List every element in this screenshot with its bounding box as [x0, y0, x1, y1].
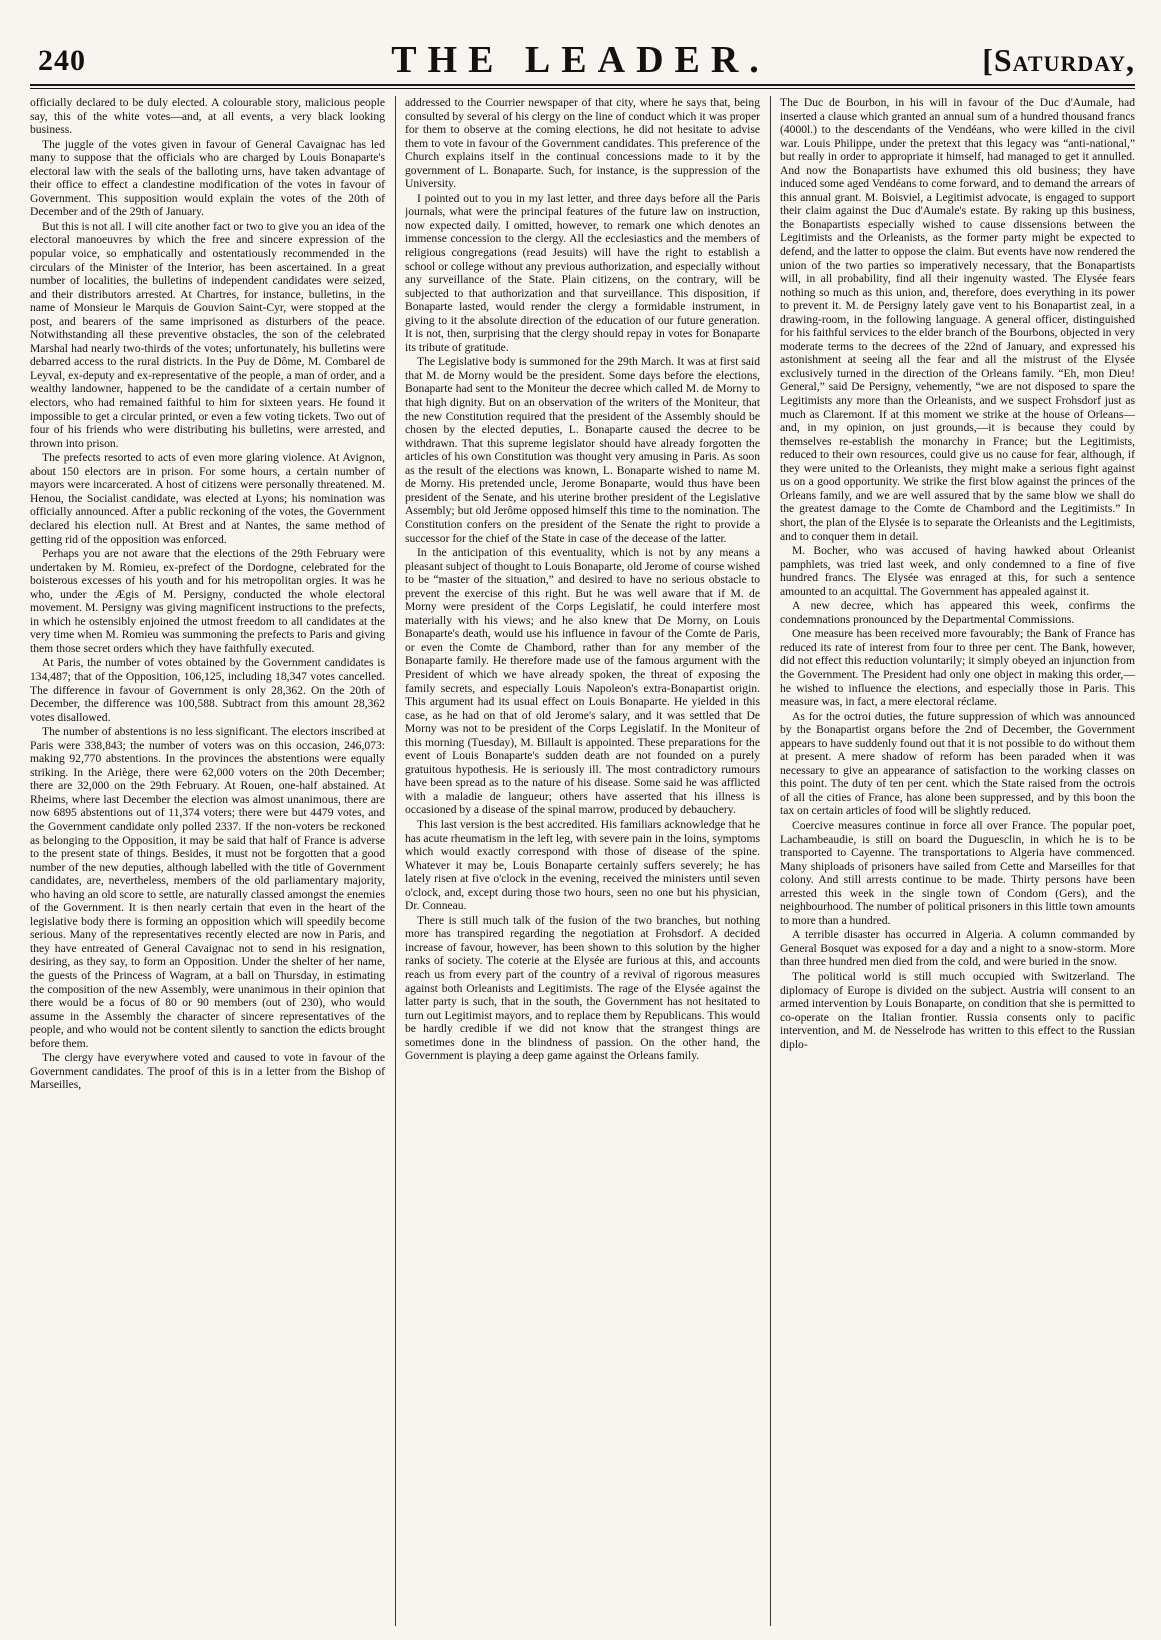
paragraph: But this is not all. I will cite another fact or two to give you an idea of the electoral manoeuvres by which the free and sincere expression of the popular voice, so emphatically and ostentatiously recommended in the circulars of the Minister of the Interior, has been ascertained. In a great number of localities, the bulletins of independent candidates were seized, and their distributors arrested. At Chartres, for instance, bulletins, in the name of Monsieur le Marquis de Gouvion Saint-Cyr, were stopped at the post, and bearers of the same imprisoned as disturbers of the peace. Notwithstanding all these preventive obstacles, the son of the celebrated Marshal had nearly two-thirds of the votes; unfortunately, his bulletins were debarred access to the rural districts. In the Puy de Dôme, M. Combarel de Leyval, ex-deputy and ex-representative of the people, a man of order, and a wealthy landowner, happened to be the candidate of a certain number of electors, who had remained faithful to him for sixteen years. He found it impossible to get a circular printed, or even a few voting tickets. Two out of four of his friends who were distributing his bulletins, were arrested, and thrown into prison.	[30, 219, 385, 450]
paragraph: A terrible disaster has occurred in Algeria. A column commanded by General Bosquet was exposed for a day and a night to a snow-storm. More than three hundred men died from the cold, and were buried in the snow.	[780, 928, 1135, 969]
paragraph: Coercive measures continue in force all over France. The popular poet, Lachambeaudie, is still on board the Duguesclin, in which he is to be transported to Cayenne. The transportations to Algeria have commenced. Many shiploads of prisoners have sailed from Cette and Marseilles for that colony. And still arrests continue to be made. Thirty persons have been arrested this week in the single town of Condom (Gers), and the neighbourhood. The number of political prisoners in this little town amounts to more than a hundred.	[780, 818, 1135, 927]
paragraph: The Duc de Bourbon, in his will in favour of the Duc d'Aumale, had inserted a clause which granted an annual sum of a hundred thousand francs (4000l.) to the descendants of the Vendéans, who were killed in the civil war. Louis Philippe, under the pretext that this legacy was “anti-national,” but really in order to appropriate it himself, had managed to get it annulled. And now the Bonapartists have exhumed this old business; they have induced some aged Vendéans to come forward, and to demand the arrears of this annual grant. M. Boisviel, a Legitimist advocate, is engaged to support their claim against the Duc d'Aumale's estate. By raking up this business, the Bonapartists especially wished to cause dissensions between the Legitimists and the Orleanists, as the former party might be expected to defend, and the latter to oppose the claim. But events have now rendered the union of the two parties so imperatively necessary, that the Bonapartists will, in all probability, find all their ingenuity wasted. The Elysée fears nothing so much as this union, and, therefore, does everything in its power to prevent it. M. de Persigny lately gave vent to his Bonapartist zeal, in a drawing-room, in the following language. A general officer, distinguished for his faithful services to the elder branch of the Bourbons, objected in very moderate terms to the decrees of the 22nd of January, and expressed his astonishment at seeing all the fear and all the mistrust of the Elysée exclusively turned in the direction of the Orleans family. “Eh, mon Dieu! General,” said De Persigny, vehemently, “we are not disposed to spare the Legitimists any more than the Orleanists, and we suspect Frohsdorf just as much as Claremont. If at this moment we strike at the house of Orleans—and, in my opinion, on just grounds,—it is because they could by themselves re-establish the monarchy in France; but the Legitimists, reduced to their own resources, could give us no cause for fear, although, if they were united to the Orleanists, they might make a serious fight against us on a good opportunity. We strike the first blow against the princes of the Orleans family, and we are well assured that by the same blow we shall do the greatest damage to the Comte de Chambord and the Legitimists.” In short, the plan of the Elysée is to separate the Orleanists and the Legitimists, and to conquer them in detail.	[780, 96, 1135, 543]
paragraph: At Paris, the number of votes obtained by the Government candidates is 134,487; that of the Opposition, 106,125, including 18,347 votes cancelled. The difference in favour of Government is only 28,362. On the 20th of December, the difference was 100,588. Subtract from this amount 28,362 votes disallowed.	[30, 656, 385, 724]
paragraph: The juggle of the votes given in favour of General Cavaignac has led many to suppose that the officials who are charged by Louis Bonaparte's electoral law with the seals of the balloting urns, have taken advantage of their office to effect a clandestine modification of the votes in favour of Government. This supposition would explain the votes of the 20th of December and of the 29th of January.	[30, 137, 385, 219]
header-rule-thin	[30, 88, 1135, 89]
paragraph: There is still much talk of the fusion of the two branches, but nothing more has transpired regarding the negotiation at Frohsdorf. A decided increase of favour, however, has been shown to this solution by the higher ranks of society. The coterie at the Elysée are furious at this, and accounts reach us from every part of the country of a revival of rigorous measures against both Orleanists and Legitimists. The rage of the Elysée against the latter party is such, that in the south, the Government has not hesitated to turn out Legitimist mayors, and to replace them by Republicans. This would be hardly credible if we did not know that the strangest things are sometimes done in the blindness of passion. On the other hand, the Government is playing a deep game against the Orleans family.	[405, 913, 760, 1063]
paragraph: M. Bocher, who was accused of having hawked about Orleanist pamphlets, was tried last week, and only condemned to a fine of five hundred francs. The Elysée was enraged at this, for such a sentence amounted to an acquittal. The Government has appealed against it.	[780, 544, 1135, 598]
paragraph: The prefects resorted to acts of even more glaring violence. At Avignon, about 150 electors are in prison. For some hours, a certain number of mayors were incarcerated. A host of citizens were personally threatened. M. Henou, the Socialist candidate, was elected at Lyons; his nomination was officially announced. After a public reckoning of the votes, the Government declared his election null. At Brest and at Nantes, the same method of getting rid of the opposition was enforced.	[30, 451, 385, 546]
issue-day: [Saturday,	[982, 42, 1135, 78]
paragraph: This last version is the best accredited. His familiars acknowledge that he has acute rheumatism in the left leg, with severe pain in the loins, symptoms which would exactly correspond with those of disease of the spine. Whatever it may be, Louis Bonaparte certainly suffers severely; he has lately risen at five o'clock in the evening, received the ministers until seven o'clock, and, except during those two hours, seen no one but his physician, Dr. Conneau.	[405, 817, 760, 913]
paragraph: officially declared to be duly elected. A colourable story, malicious people say, this of the white votes—and, at all events, a very black looking business.	[30, 96, 385, 137]
paragraph: In the anticipation of this eventuality, which is not by any means a pleasant subject of thought to Louis Bonaparte, old Jerome of course wished to be “master of the situation,” and desired to have no serious obstacle to prevent the exercise of this right. But he was well aware that if M. de Morny were president of the Corps Legislatif, he could interfere most materially with his views; and he also knew that De Morny, on Louis Bonaparte's death, would use his influence in favour of the Comte de Paris, or even the Comte de Chambord, rather than for any member of the Bonaparte family. He therefore made use of the famous argument with the President of which we have already spoken, the threat of exposing the family secrets, and especially Louis Napoleon's extra-Bonapartist origin. This argument had its usual effect on Louis Bonaparte. He yielded in this case, as he had on that of old Jerome's salary, and it was settled that De Morny was not to be president of the Corps Legislatif. In the Moniteur of this morning (Tuesday), M. Billault is appointed. These preparations for the event of Louis Bonaparte's sudden death are not founded on a purely gratuitous hypothesis. He is seriously ill. The most contradictory rumours have been spread as to the nature of his disease. Some said he was afflicted with a maladie de langueur; others have asserted that his illness is occasioned by a disease of the spinal marrow, produced by debauchery.	[405, 546, 760, 817]
paragraph: addressed to the Courrier newspaper of that city, where he says that, being consulted by several of his clergy on the line of conduct which it was proper for them to observe at the coming elections, he did not hesitate to advise them to vote in favour of the Government candidates. This preference of the Church explains itself in the continual concessions made to it by the government of L. Bonaparte. Such, for instance, is the suppression of the University.	[405, 96, 760, 191]
paragraph: A new decree, which has appeared this week, confirms the condemnations pronounced by the Departmental Commissions.	[780, 599, 1135, 626]
masthead-title: THE LEADER.	[391, 39, 770, 81]
paragraph: As for the octroi duties, the future suppression of which was announced by the Bonapartist organs before the 2nd of December, the Government appears to have suddenly found out that it is not possible to do without them at present. A mere shadow of reform has been paraded when it was necessary to give an appearance of satisfaction to the working classes on this point. The duty of ten per cent. which the State raised from the octrois of all the cities of France, has alone been suppressed, and by this boon the tax on certain articles of food will be slightly reduced.	[780, 709, 1135, 818]
column-middle	[405, 96, 760, 1632]
page-number: 240	[38, 44, 86, 77]
paragraph: The political world is still much occupied with Switzerland. The diplomacy of Europe is divided on the subject. Austria will consent to an armed intervention by Louis Bonaparte, on condition that she is permitted to co-operate on the Italian frontier. Russia consents only to pacific intervention, and M. de Nesselrode has written to this effect to the Russian diplo-	[780, 970, 1135, 1051]
paragraph: One measure has been received more favourably; the Bank of France has reduced its rate of interest from four to three per cent. The Bank, however, did not effect this reduction voluntarily; it simply obeyed an injunction from the Government. The President had only one object in making this order,—he wished to influence the elections, and especially those in Paris. This measure was, in fact, a mere electoral réclame.	[780, 627, 1135, 709]
paragraph: Perhaps you are not aware that the elections of the 29th February were undertaken by M. Romieu, ex-prefect of the Dordogne, celebrated for the boisterous excesses of his youth and for his metropolitan orgies. It was he who, under the Ægis of M. Persigny, conducted the whole electoral movement. M. Persigny was giving magnificent instructions to the prefects, in which he ostensibly enjoined the utmost freedom to all candidates at the very time when M. Romieu was summoning the prefects to Paris and giving them those secret orders which they have faithfully executed.	[30, 547, 385, 655]
article-columns	[30, 96, 1135, 1632]
paragraph: I pointed out to you in my last letter, and three days before all the Paris journals, what were the principal features of the future law on instruction, now expected daily. I omitted, however, to remark one which denotes an immense concession to the clergy. All the ecclesiastics and the members of religious congregations (read Jesuits) will have the right to establish a school or college without any previous authorization, and especially without any surveillance of the State. Plain citizens, on the contrary, will be subjected to that authorization and that surveillance. This disposition, if Bonaparte lasted, would render the clergy a formidable instrument, in giving to it the absolute direction of the education of our future generation. It is not, then, surprising that the clergy should repay in votes for Bonaparte its tribute of gratitude.	[405, 191, 760, 354]
page-header	[0, 0, 1161, 82]
paragraph: The Legislative body is summoned for the 29th March. It was at first said that M. de Morny would be the president. Some days before the elections, Bonaparte had sent to the Moniteur the decree which called M. de Morny to that high dignity. But on an observation of the writers of the Moniteur, that the new Constitution required that the president of the Assembly should be chosen by the elected deputies, L. Bonaparte caused the decree to be withdrawn. That this supreme legislator should have already forgotten the articles of his own Constitution was thought very amusing in Paris. As soon as the result of the elections was known, L. Bonaparte wished to name M. de Morny. His pretended uncle, Jerome Bonaparte, would thus have been president of the Senate, and his uterine brother president of the Legislative Assembly; but old Jerôme opposed himself this time to the nomination. The Constitution confers on the president of the Senate the right to provide a successor for the chief of the State in case of the decease of the latter.	[405, 355, 760, 545]
paragraph: The clergy have everywhere voted and caused to vote in favour of the Government candidates. The proof of this is in a letter from the Bishop of Marseilles,	[30, 1051, 385, 1092]
column-left	[30, 96, 385, 1632]
header-rule	[30, 84, 1135, 86]
column-right	[780, 96, 1135, 1632]
paragraph: The number of abstentions is no less significant. The electors inscribed at Paris were 338,843; the number of voters was on this occasion, 246,073: making 92,770 abstentions. In the provinces the abstentions were equally striking. In the Ariège, there were 62,000 voters on the 20th December; there are 32,000 on the 29th February. At Rouen, one-half abstained. At Rheims, where last December the election was almost unanimous, there are now 6895 abstentions out of 11,374 voters; there were but 4479 votes, and the Government candidate only polled 2337. If the non-voters be reckoned as belonging to the Opposition, it may be said that half of France is adverse to the present state of things. Besides, it must not be forgotten that a good number of the new deputies, although labelled with the title of Government candidates, are, nevertheless, members of the old parliamentary majority, who having an old score to settle, are naturally classed amongst the enemies of the Government. It is then nearly certain that even in the heart of the legislative body there is forming an opposition which will speedily become serious. Many of the representatives recently elected are now in Paris, and they have entreated of General Cavaignac not to send in his resignation, desiring, as they say, to form an Opposition. Under the shelter of her name, the guests of the Princess of Wagram, at a ball on Thursday, in estimating the composition of the new Assembly, were unanimous in their opinion that there would be a focus of 80 or 90 members (out of 230), who would assume in the Assembly the character of sincere representatives of the people, and who would not be content silently to sanction the edicts brought before them.	[30, 725, 385, 1050]
